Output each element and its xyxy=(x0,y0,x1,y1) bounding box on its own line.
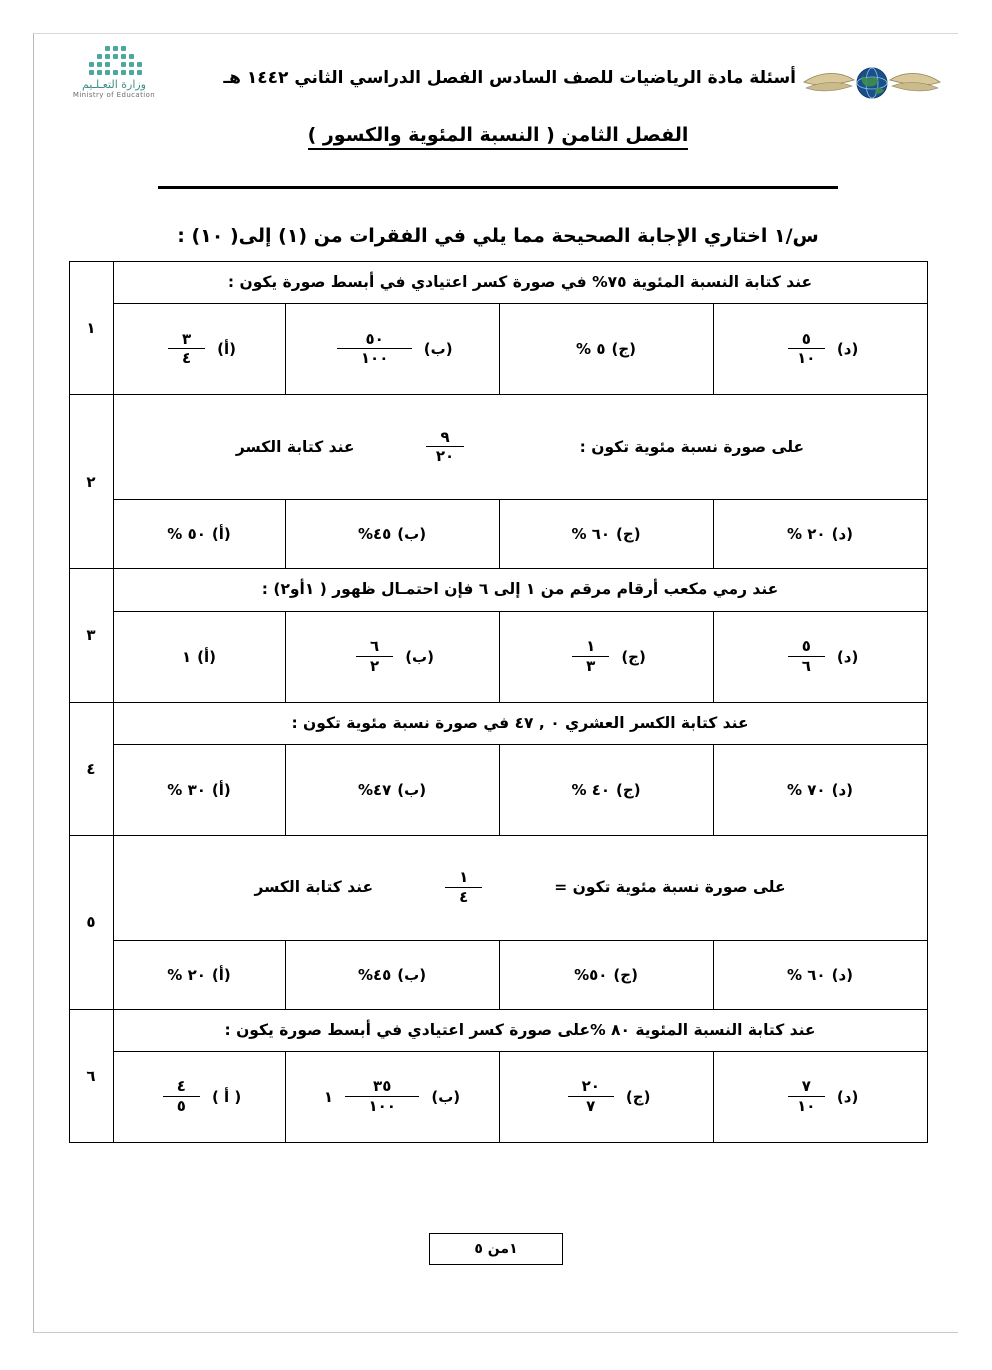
table-row xyxy=(69,835,927,940)
stem-fraction xyxy=(445,870,482,906)
fraction-denominator: ٤ xyxy=(182,349,192,368)
option-label: (د) xyxy=(831,525,854,544)
option-label: ( أ ) xyxy=(211,1088,242,1106)
document-header xyxy=(48,44,948,116)
option-text: ٧٠ % xyxy=(787,780,826,799)
option-d[interactable] xyxy=(713,1052,927,1143)
option-b[interactable] xyxy=(285,1052,499,1143)
question-stem xyxy=(113,835,927,940)
fraction-numerator: ٢٠ xyxy=(568,1079,614,1097)
option-text: ٤٥% xyxy=(357,525,392,544)
fraction-denominator: ٢ xyxy=(370,656,380,675)
option-label: (ب) xyxy=(397,525,427,544)
fraction-denominator: ١٠ xyxy=(797,349,816,368)
ministry-logo-mark xyxy=(85,46,143,76)
fraction-denominator: ٤ xyxy=(459,887,469,906)
option-c[interactable] xyxy=(499,744,713,835)
table-row xyxy=(69,940,927,1009)
option-c[interactable] xyxy=(499,304,713,395)
option-c[interactable] xyxy=(499,940,713,1009)
page-number-badge: ١من ٥ xyxy=(429,1233,562,1265)
page-content xyxy=(48,44,948,1143)
option-a[interactable] xyxy=(113,611,285,702)
option-text: ٥٠% xyxy=(574,965,608,984)
option-label: (أ) xyxy=(197,647,217,666)
question-number: ٥ xyxy=(69,835,113,1009)
fraction-numerator: ٦ xyxy=(356,639,393,657)
fraction-numerator: ١ xyxy=(572,639,609,657)
question-number: ٢ xyxy=(69,395,113,569)
ministry-name: وزارة التعـلـيم xyxy=(81,78,146,91)
option-a[interactable] xyxy=(113,304,285,395)
fraction xyxy=(788,1079,825,1115)
option-label: (د) xyxy=(831,780,854,799)
winged-globe-emblem xyxy=(802,62,942,104)
question-stem: عند كتابة الكسر العشري ٠ , ٤٧ في صورة نسبة مئوية تكون : xyxy=(113,702,927,744)
fraction xyxy=(356,636,393,675)
table-row xyxy=(69,702,927,744)
option-text: ٤٧% xyxy=(357,780,392,799)
fraction-numerator: ١ xyxy=(445,870,482,888)
option-label: (ب) xyxy=(405,647,434,666)
question-number: ٣ xyxy=(69,569,113,702)
fraction xyxy=(788,329,825,368)
option-c[interactable] xyxy=(499,1052,713,1143)
option-label: (أ) xyxy=(211,780,231,799)
fraction xyxy=(345,1079,419,1115)
option-d[interactable] xyxy=(713,940,927,1009)
option-label: (ب) xyxy=(397,965,427,984)
fraction xyxy=(568,1079,614,1115)
fraction xyxy=(168,329,205,368)
table-row xyxy=(69,1009,927,1051)
table-row xyxy=(69,744,927,835)
option-label: (ب) xyxy=(423,340,453,359)
option-a[interactable] xyxy=(113,940,285,1009)
fraction-denominator: ٢٠ xyxy=(435,447,455,466)
table-row xyxy=(69,262,927,304)
mixed-whole-part: ١ xyxy=(323,1088,334,1106)
option-a[interactable] xyxy=(113,500,285,569)
option-label: (ج) xyxy=(616,780,641,799)
option-d[interactable] xyxy=(713,500,927,569)
option-label: (ج) xyxy=(611,340,636,359)
table-row xyxy=(69,304,927,395)
page-footer xyxy=(0,1233,992,1265)
option-text: ٥ % xyxy=(576,340,606,359)
fraction-numerator: ٣ xyxy=(168,332,205,350)
fraction-numerator: ٥٠ xyxy=(337,332,411,350)
option-label: (د) xyxy=(836,340,859,359)
fraction-denominator: ٦ xyxy=(801,656,811,675)
table-row xyxy=(69,611,927,702)
fraction-numerator: ٣٥ xyxy=(345,1079,419,1097)
option-text: ٣٠ % xyxy=(167,780,206,799)
option-d[interactable] xyxy=(713,304,927,395)
option-text: ٢٠ % xyxy=(167,965,206,984)
fraction-numerator: ٧ xyxy=(788,1079,825,1097)
fraction-denominator: ٧ xyxy=(586,1097,596,1115)
option-text: ٤٥% xyxy=(357,965,392,984)
instruction-line: س/١ اختاري الإجابة الصحيحة مما يلي في الفقرات من (١) إلى( ١٠) : xyxy=(177,225,819,247)
question-stem: عند كتابة النسبة المئوية ٨٠ %على صورة كسر اعتيادي في أبسط صورة يكون : xyxy=(113,1009,927,1051)
table-row xyxy=(69,500,927,569)
horizontal-divider xyxy=(158,186,838,189)
fraction xyxy=(572,636,609,675)
fraction-denominator: ٥ xyxy=(176,1097,186,1115)
option-d[interactable] xyxy=(713,611,927,702)
fraction-denominator: ١٠٠ xyxy=(360,349,389,368)
option-label: (ج) xyxy=(613,965,638,984)
question-number: ٦ xyxy=(69,1009,113,1142)
fraction-numerator: ٥ xyxy=(788,332,825,350)
option-label: (د) xyxy=(836,647,859,666)
option-text: ٥٠ % xyxy=(167,525,206,544)
option-label: (ج) xyxy=(616,525,641,544)
option-c[interactable] xyxy=(499,611,713,702)
fraction-numerator: ٩ xyxy=(426,430,463,448)
option-b[interactable] xyxy=(285,304,499,395)
option-b[interactable] xyxy=(285,940,499,1009)
question-number: ٤ xyxy=(69,702,113,835)
stem-text-right: عند كتابة الكسر xyxy=(235,437,355,456)
option-label: (أ) xyxy=(211,525,231,544)
fraction-numerator: ٤ xyxy=(163,1079,200,1097)
stem-text-left: على صورة نسبة مئوية تكون : xyxy=(579,437,805,456)
fraction xyxy=(788,636,825,675)
option-label: (ب) xyxy=(397,780,427,799)
fraction xyxy=(337,329,411,368)
fraction-denominator: ٣ xyxy=(586,656,596,675)
option-label: (أ) xyxy=(211,965,231,984)
chapter-title xyxy=(48,124,948,146)
option-text: ١ xyxy=(182,647,192,666)
option-text: ٤٠ % xyxy=(571,780,611,799)
option-d[interactable] xyxy=(713,744,927,835)
stem-text-right: عند كتابة الكسر xyxy=(254,878,374,897)
chapter-title-text: الفصل الثامن ( النسبة المئوية والكسور ) xyxy=(308,124,689,150)
option-b[interactable] xyxy=(285,611,499,702)
option-text: ٦٠ % xyxy=(787,965,826,984)
question-stem: عند رمي مكعب أرقام مرقم من ١ إلى ٦ فإن احتمـال ظهور ( ١أو٢) : xyxy=(113,569,927,611)
option-label: (ج) xyxy=(621,647,646,666)
stem-text-left: على صورة نسبة مئوية تكون = xyxy=(554,878,786,897)
table-row xyxy=(69,395,927,500)
questions-table xyxy=(69,261,928,1143)
option-text: ٢٠ % xyxy=(787,525,826,544)
fraction-denominator: ١٠٠ xyxy=(368,1097,396,1115)
option-label: (ب) xyxy=(431,1088,461,1106)
fraction-numerator: ٥ xyxy=(788,639,825,657)
question-stem: عند كتابة النسبة المئوية ٧٥% في صورة كسر اعتيادي في أبسط صورة يكون : xyxy=(113,262,927,304)
table-row xyxy=(69,569,927,611)
stem-fraction xyxy=(426,427,463,466)
table-row xyxy=(69,1052,927,1143)
question-number: ١ xyxy=(69,262,113,395)
option-label: (د) xyxy=(836,1088,859,1106)
ministry-name-en: Ministry of Education xyxy=(72,91,156,99)
ministry-logo xyxy=(54,46,174,108)
option-a[interactable] xyxy=(113,744,285,835)
question-stem xyxy=(113,395,927,500)
document-subject-title: أسئلة مادة الرياضيات للصف السادس الفصل الدراسي الثاني ١٤٤٢ هـ xyxy=(223,68,796,88)
option-label: (ج) xyxy=(625,1088,651,1106)
option-text: ٦٠ % xyxy=(571,525,611,544)
fraction-denominator: ١٠ xyxy=(797,1097,816,1115)
fraction xyxy=(163,1079,200,1115)
option-label: (أ) xyxy=(217,340,237,359)
option-b[interactable] xyxy=(285,500,499,569)
option-a[interactable] xyxy=(113,1052,285,1143)
option-b[interactable] xyxy=(285,744,499,835)
option-c[interactable] xyxy=(499,500,713,569)
option-label: (د) xyxy=(831,965,854,984)
